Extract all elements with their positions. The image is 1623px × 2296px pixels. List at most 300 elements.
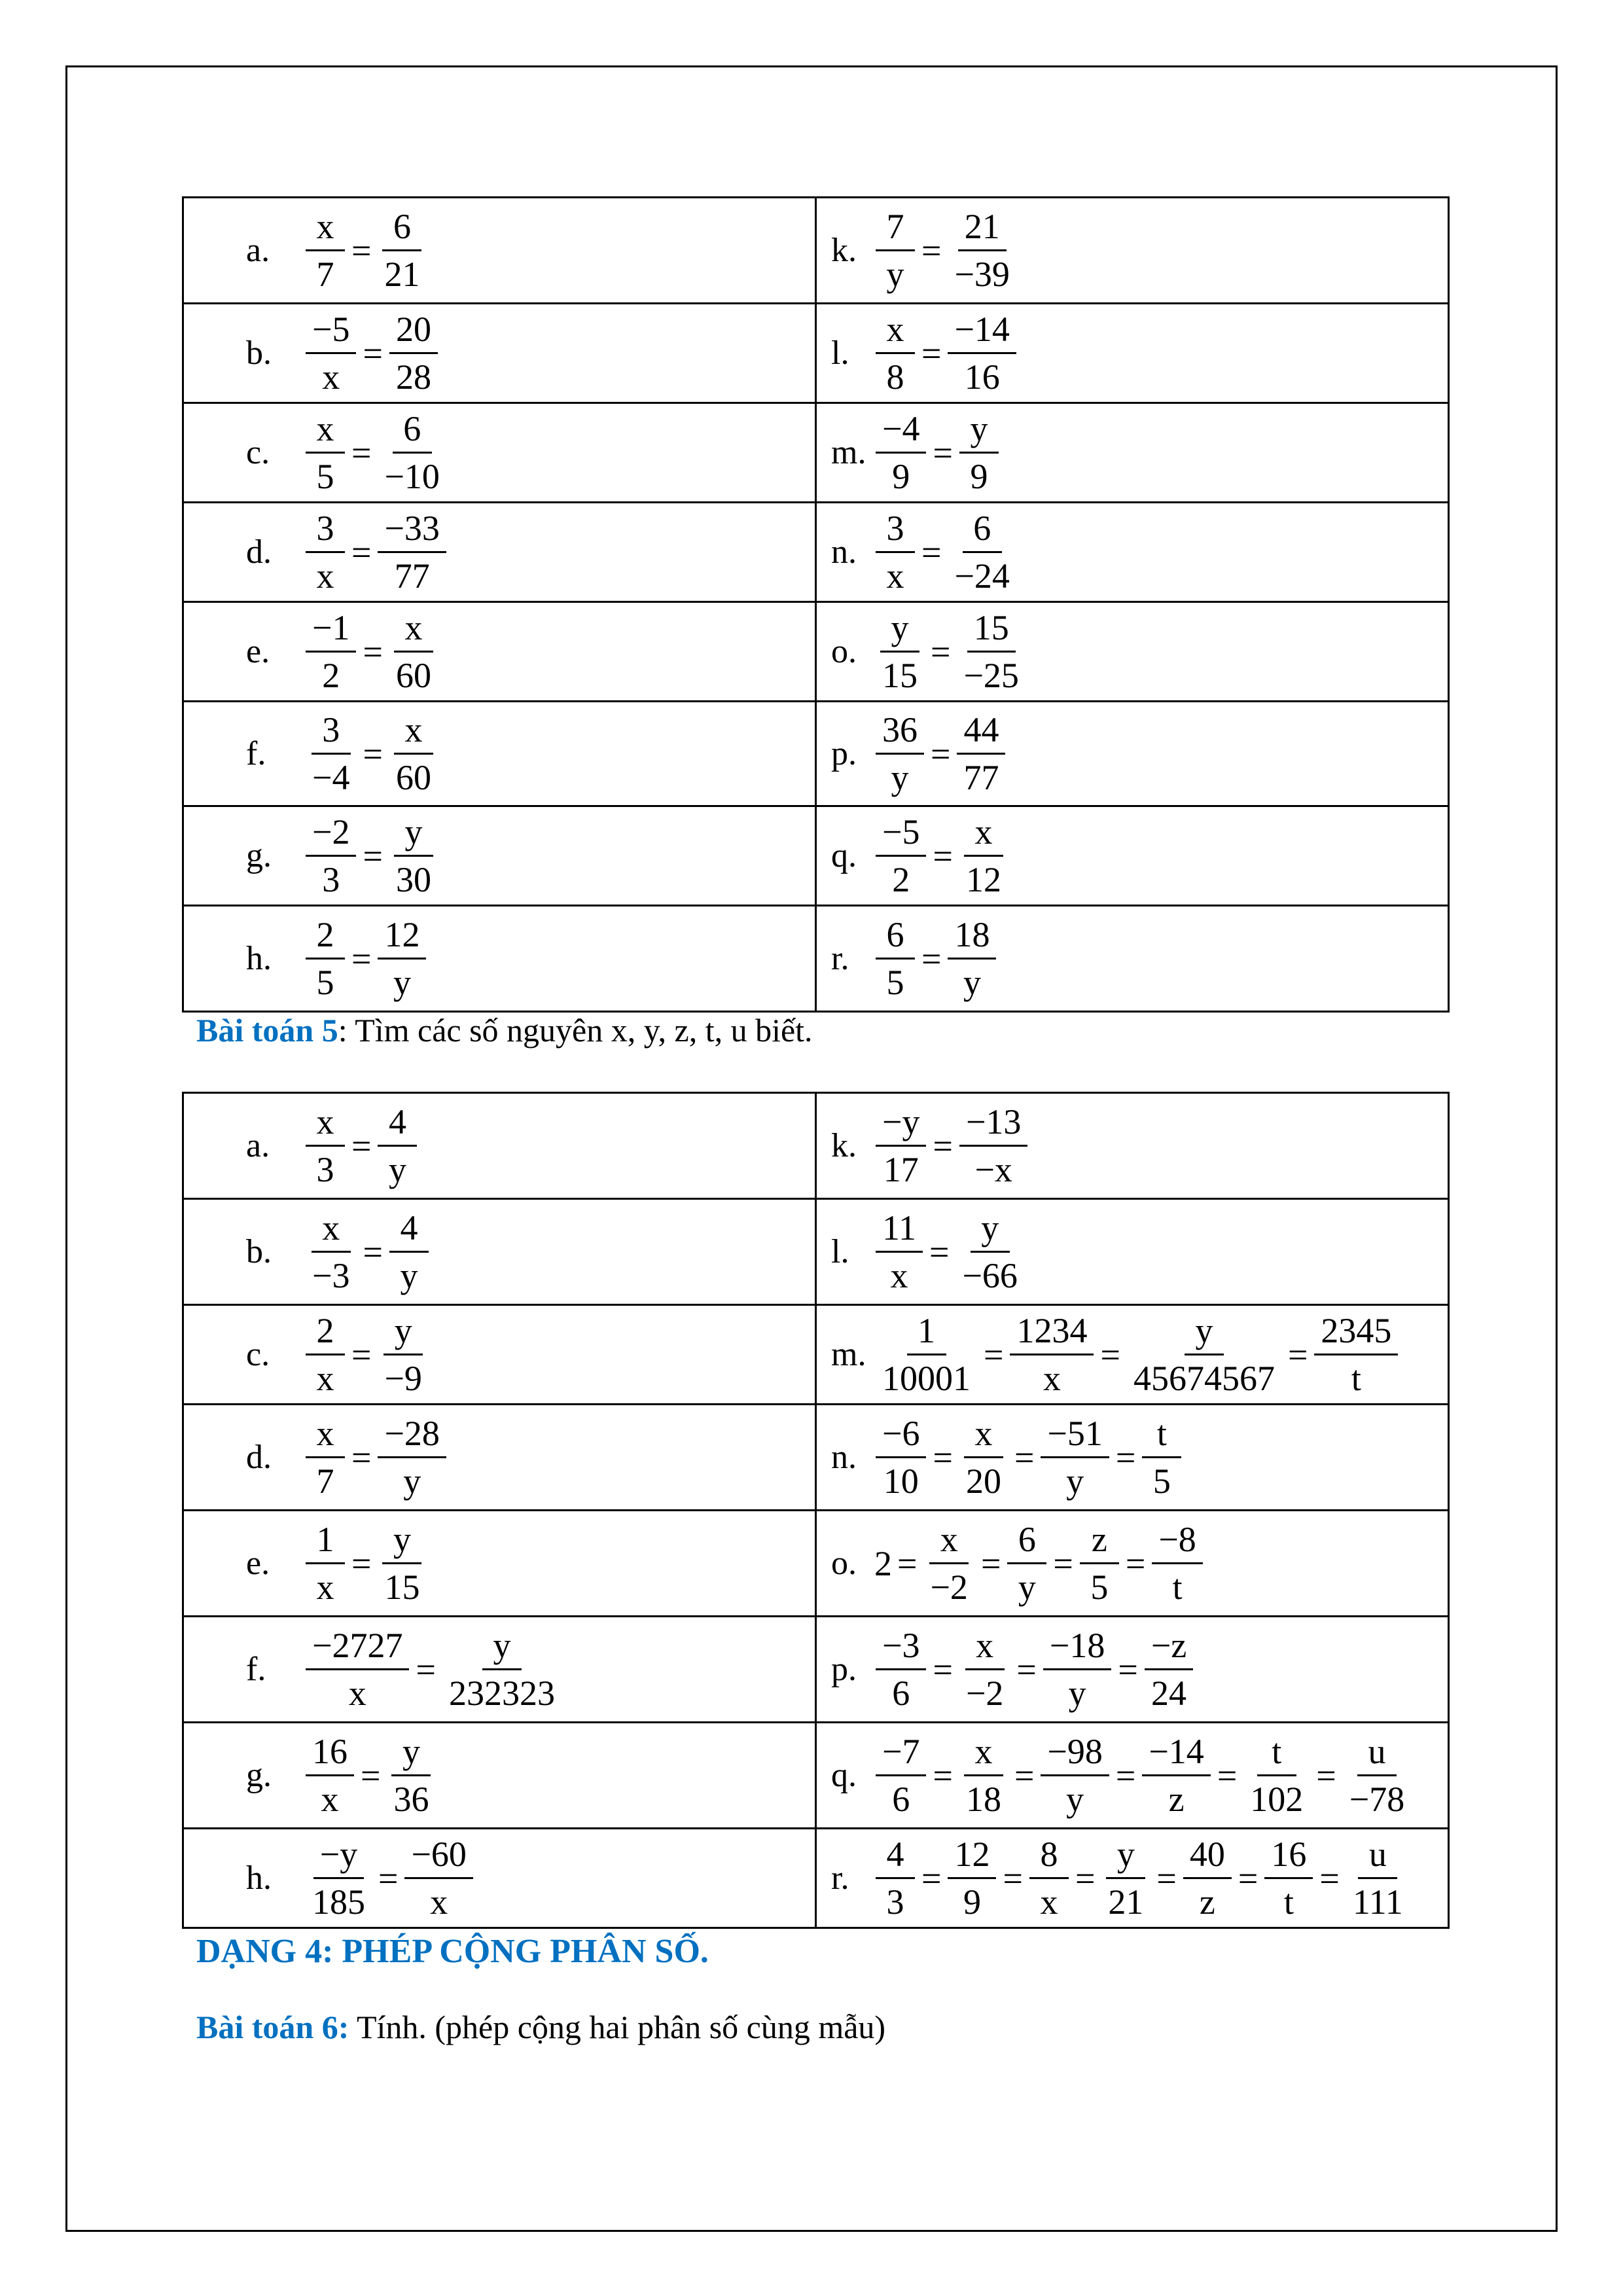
numerator: 6 xyxy=(876,916,915,960)
numerator: y xyxy=(1106,1835,1145,1879)
equation-cell-left xyxy=(183,198,816,304)
equals-sign: = xyxy=(1125,1543,1146,1583)
denominator: x xyxy=(1043,1359,1061,1398)
fraction xyxy=(923,1520,974,1607)
equation-cell-left xyxy=(183,602,816,702)
numerator: −y xyxy=(876,1103,926,1147)
equation xyxy=(872,711,1009,797)
equation-row xyxy=(183,1305,1449,1405)
fraction xyxy=(306,310,356,397)
denominator: 36 xyxy=(393,1780,429,1819)
equals-sign: = xyxy=(1319,1858,1340,1898)
problem-label: c. xyxy=(246,1336,270,1373)
fraction xyxy=(378,410,446,496)
denominator: −39 xyxy=(954,255,1010,294)
equation-cell-right xyxy=(816,503,1449,602)
equals-sign: = xyxy=(921,230,942,270)
fraction xyxy=(959,410,999,496)
denominator: 21 xyxy=(1108,1882,1144,1922)
fraction xyxy=(876,207,915,294)
denominator: 5 xyxy=(1090,1568,1109,1607)
numerator: 40 xyxy=(1183,1835,1232,1879)
equation-cell-left xyxy=(183,906,816,1012)
numerator: x xyxy=(964,1732,1003,1776)
equals-sign: = xyxy=(933,1126,953,1166)
denominator: −25 xyxy=(963,656,1019,695)
numerator: y xyxy=(880,609,919,653)
equation-row xyxy=(183,403,1449,503)
fraction xyxy=(306,711,356,797)
fraction xyxy=(378,1103,417,1189)
fraction xyxy=(1183,1835,1232,1922)
denominator: −3 xyxy=(312,1256,350,1295)
problem-label: a. xyxy=(246,1127,270,1164)
denominator: 102 xyxy=(1250,1780,1304,1819)
denominator: x xyxy=(321,1780,339,1819)
denominator: 7 xyxy=(316,1462,334,1501)
numerator: x xyxy=(876,310,915,354)
equation-cell-left xyxy=(183,304,816,403)
equation-cell-left xyxy=(183,1617,816,1723)
numerator: 36 xyxy=(876,711,924,755)
problem-label: l. xyxy=(831,334,849,372)
equation-row xyxy=(183,906,1449,1012)
denominator: 77 xyxy=(394,556,430,596)
denominator: 3 xyxy=(886,1882,904,1922)
numerator: 6 xyxy=(393,410,432,454)
equation xyxy=(872,509,1020,596)
equation-cell-right xyxy=(816,1093,1449,1199)
denominator: 30 xyxy=(395,860,431,899)
denominator: 15 xyxy=(882,656,918,695)
numerator: 4 xyxy=(876,1835,915,1879)
numerator: −3 xyxy=(876,1626,926,1670)
problem-label: d. xyxy=(246,533,272,571)
equation xyxy=(302,711,442,797)
equation xyxy=(872,207,1020,294)
equation xyxy=(872,609,1029,695)
fraction xyxy=(959,1414,1008,1501)
denominator: 60 xyxy=(395,656,431,695)
equals-sign: = xyxy=(933,836,953,876)
denominator: −4 xyxy=(312,758,350,797)
fraction xyxy=(306,410,345,496)
equals-sign: = xyxy=(933,433,953,473)
numerator: x xyxy=(306,207,345,251)
problem-6-heading xyxy=(196,2008,885,2046)
numerator: −14 xyxy=(1142,1732,1210,1776)
numerator: 20 xyxy=(389,310,438,354)
problem-label: h. xyxy=(246,1859,272,1897)
fraction xyxy=(1264,1835,1313,1922)
numerator: x xyxy=(306,410,345,454)
equation-prefix: 2 xyxy=(874,1543,892,1583)
equals-sign: = xyxy=(363,333,383,373)
numerator: 1234 xyxy=(1010,1312,1094,1355)
fraction xyxy=(404,1835,473,1922)
fraction xyxy=(959,813,1008,899)
numerator: −51 xyxy=(1041,1414,1109,1458)
equation xyxy=(872,1103,1031,1189)
denominator: −x xyxy=(974,1150,1012,1189)
equation-row xyxy=(183,304,1449,403)
equals-sign: = xyxy=(1014,1755,1035,1795)
denominator: y xyxy=(963,963,981,1002)
fraction xyxy=(378,916,426,1002)
numerator: 3 xyxy=(306,509,345,553)
numerator: 6 xyxy=(963,509,1002,553)
equation xyxy=(872,813,1012,899)
fraction xyxy=(876,813,926,899)
numerator: 16 xyxy=(306,1732,354,1776)
fraction xyxy=(1314,1312,1398,1398)
equals-sign: = xyxy=(1003,1858,1023,1898)
fraction xyxy=(948,207,1016,294)
equation-cell-right xyxy=(816,1511,1449,1617)
denominator: x xyxy=(322,357,340,397)
denominator: 60 xyxy=(395,758,431,797)
equals-sign: = xyxy=(351,433,372,473)
equals-sign: = xyxy=(1316,1755,1336,1795)
equals-sign: = xyxy=(1287,1335,1308,1374)
problem-label: b. xyxy=(246,1233,272,1270)
equation xyxy=(872,1209,1028,1295)
fraction xyxy=(1343,1732,1411,1819)
problem-label: l. xyxy=(831,1233,849,1270)
problem-label: f. xyxy=(246,1651,266,1688)
fraction xyxy=(1041,1414,1109,1501)
equals-sign: = xyxy=(1053,1543,1073,1583)
equation-row xyxy=(183,198,1449,304)
equals-sign: = xyxy=(921,939,942,978)
denominator: x xyxy=(1040,1882,1058,1922)
equals-sign: = xyxy=(351,939,372,978)
denominator: 9 xyxy=(970,457,988,496)
equation-cell-right xyxy=(816,1199,1449,1305)
denominator: 10001 xyxy=(882,1359,971,1398)
equals-sign: = xyxy=(351,1543,372,1583)
fraction xyxy=(876,609,924,695)
equation-row xyxy=(183,1617,1449,1723)
denominator: 111 xyxy=(1352,1882,1403,1922)
denominator: y xyxy=(1066,1780,1084,1819)
problem-label: p. xyxy=(831,1651,857,1688)
equation xyxy=(302,813,442,899)
numerator: y xyxy=(482,1626,522,1670)
equation-cell-left xyxy=(183,806,816,906)
problem-label: n. xyxy=(831,533,857,571)
equals-sign: = xyxy=(931,632,951,672)
equation xyxy=(302,1626,565,1713)
equation xyxy=(302,1414,450,1501)
equals-sign: = xyxy=(361,1755,381,1795)
equation xyxy=(872,310,1020,397)
numerator: −13 xyxy=(959,1103,1027,1147)
fraction xyxy=(948,509,1016,596)
denominator: −2 xyxy=(930,1568,968,1607)
numerator: x xyxy=(964,1414,1003,1458)
denominator: y xyxy=(400,1256,418,1295)
problem-label: e. xyxy=(246,633,270,670)
denominator: 77 xyxy=(963,758,999,797)
denominator: x xyxy=(886,556,904,596)
fraction xyxy=(378,1414,446,1501)
denominator: 15 xyxy=(384,1568,420,1607)
numerator: 4 xyxy=(378,1103,417,1147)
equation-cell-right xyxy=(816,1305,1449,1405)
equation xyxy=(872,916,1000,1002)
numerator: −33 xyxy=(378,509,446,553)
numerator: −14 xyxy=(948,310,1016,354)
equals-sign: = xyxy=(351,1126,372,1166)
equation-cell-right xyxy=(816,1829,1449,1928)
equation xyxy=(302,1209,433,1295)
denominator: 5 xyxy=(1152,1462,1171,1501)
equation-row xyxy=(183,503,1449,602)
fraction xyxy=(378,1312,428,1398)
denominator: 45674567 xyxy=(1133,1359,1275,1398)
fraction xyxy=(876,1626,926,1713)
equation xyxy=(302,916,430,1002)
fraction xyxy=(387,1732,435,1819)
equation-cell-right xyxy=(816,1617,1449,1723)
problem-label: g. xyxy=(246,1757,272,1794)
denominator: 185 xyxy=(312,1882,365,1922)
numerator: t xyxy=(1142,1414,1181,1458)
equals-sign: = xyxy=(351,230,372,270)
numerator: 44 xyxy=(957,711,1005,755)
numerator: 7 xyxy=(876,207,915,251)
fraction xyxy=(306,1312,345,1398)
equation-cell-right xyxy=(816,1405,1449,1511)
numerator: 6 xyxy=(382,207,421,251)
fraction xyxy=(957,711,1005,797)
equation xyxy=(302,609,442,695)
problem-label: m. xyxy=(831,434,866,471)
equation xyxy=(302,1312,433,1398)
equation-cell-right xyxy=(816,906,1449,1012)
denominator: x xyxy=(348,1674,366,1713)
fraction xyxy=(306,1414,345,1501)
problem-label: r. xyxy=(831,940,849,977)
equals-sign: = xyxy=(1115,1437,1136,1477)
fraction xyxy=(306,1520,345,1607)
equals-sign: = xyxy=(416,1649,436,1689)
numerator: u xyxy=(1358,1835,1397,1879)
denominator: 10 xyxy=(883,1462,919,1501)
numerator: z xyxy=(1080,1520,1119,1564)
denominator: y xyxy=(1066,1462,1084,1501)
numerator: 11 xyxy=(876,1209,923,1253)
equation-cell-right xyxy=(816,602,1449,702)
fraction xyxy=(959,1103,1027,1189)
problem-5-title: Bài toán 5 xyxy=(196,1012,338,1049)
numerator: −18 xyxy=(1043,1626,1111,1670)
equals-sign: = xyxy=(1115,1755,1136,1795)
equation-cell-right xyxy=(816,304,1449,403)
numerator: 8 xyxy=(1029,1835,1069,1879)
equals-sign: = xyxy=(1156,1858,1177,1898)
equation xyxy=(302,410,450,496)
equation-cell-left xyxy=(183,1723,816,1829)
fraction xyxy=(1145,1626,1193,1713)
fraction xyxy=(1007,1520,1046,1607)
fraction xyxy=(876,410,926,496)
denominator: 9 xyxy=(963,1882,981,1922)
problem-label: g. xyxy=(246,837,272,874)
equation-cell-left xyxy=(183,1093,816,1199)
denominator: −78 xyxy=(1349,1780,1405,1819)
fraction xyxy=(1152,1520,1202,1607)
fraction xyxy=(1243,1732,1310,1819)
denominator: 20 xyxy=(965,1462,1001,1501)
fraction xyxy=(442,1626,562,1713)
fraction xyxy=(1142,1732,1210,1819)
numerator: x xyxy=(306,1103,345,1147)
numerator: −1 xyxy=(306,609,356,653)
numerator: −60 xyxy=(404,1835,473,1879)
fraction xyxy=(957,609,1025,695)
problem-label: f. xyxy=(246,735,266,772)
numerator: 4 xyxy=(389,1209,429,1253)
denominator: y xyxy=(886,255,904,294)
denominator: 17 xyxy=(883,1150,919,1189)
equation-row xyxy=(183,1405,1449,1511)
fraction xyxy=(306,1103,345,1189)
denominator: t xyxy=(1283,1882,1294,1922)
fraction xyxy=(955,1209,1024,1295)
equation-cell-left xyxy=(183,403,816,503)
equals-sign: = xyxy=(351,532,372,572)
equation-row xyxy=(183,1723,1449,1829)
denominator: 5 xyxy=(316,457,334,496)
denominator: 6 xyxy=(892,1780,910,1819)
equation xyxy=(872,1835,1414,1922)
denominator: 2 xyxy=(892,860,910,899)
numerator: t xyxy=(1257,1732,1296,1776)
numerator: 3 xyxy=(876,509,915,553)
equation-cell-right xyxy=(816,198,1449,304)
problem-label: o. xyxy=(831,1545,857,1582)
fraction xyxy=(1127,1312,1281,1398)
equation-table-1 xyxy=(182,196,1450,1013)
fraction xyxy=(948,1835,996,1922)
numerator: 21 xyxy=(958,207,1007,251)
equation xyxy=(302,1835,477,1922)
problem-5-text: : Tìm các số nguyên x, y, z, t, u biết. xyxy=(338,1012,813,1049)
equation-cell-left xyxy=(183,503,816,602)
fraction xyxy=(389,310,438,397)
fraction xyxy=(876,1835,915,1922)
numerator: x xyxy=(312,1209,351,1253)
problem-label: c. xyxy=(246,434,270,471)
numerator: 18 xyxy=(948,916,996,960)
equals-sign: = xyxy=(933,1649,953,1689)
equation xyxy=(872,1414,1185,1501)
denominator: x xyxy=(430,1882,448,1922)
numerator: −7 xyxy=(876,1732,926,1776)
numerator: y xyxy=(391,1732,431,1776)
numerator: 12 xyxy=(378,916,426,960)
problem-label: n. xyxy=(831,1439,857,1476)
equals-sign: = xyxy=(921,1858,942,1898)
equals-sign: = xyxy=(363,836,383,876)
denominator: 6 xyxy=(892,1674,910,1713)
equation-cell-left xyxy=(183,702,816,806)
numerator: 2 xyxy=(306,916,345,960)
equation xyxy=(302,509,450,596)
numerator: 2 xyxy=(306,1312,345,1355)
denominator: y xyxy=(1068,1674,1086,1713)
numerator: −2 xyxy=(306,813,356,857)
equals-sign: = xyxy=(363,1232,383,1272)
fraction xyxy=(1041,1732,1109,1819)
equals-sign: = xyxy=(1014,1437,1035,1477)
numerator: −98 xyxy=(1041,1732,1109,1776)
fraction xyxy=(1043,1626,1111,1713)
denominator: −10 xyxy=(384,457,440,496)
denominator: 2 xyxy=(322,656,340,695)
fraction xyxy=(306,916,345,1002)
equation-row xyxy=(183,602,1449,702)
equation-cell-right xyxy=(816,806,1449,906)
equals-sign: = xyxy=(921,532,942,572)
equation xyxy=(872,1312,1402,1398)
problem-6-title: Bài toán 6: xyxy=(196,2009,349,2045)
equation-row xyxy=(183,1093,1449,1199)
numerator: x xyxy=(394,711,433,755)
fraction xyxy=(378,207,426,294)
fraction xyxy=(306,609,356,695)
equals-sign: = xyxy=(980,1543,1001,1583)
equation xyxy=(872,1732,1415,1819)
fraction xyxy=(876,1414,926,1501)
fraction xyxy=(306,1209,356,1295)
equals-sign: = xyxy=(363,734,383,774)
equation-row xyxy=(183,1511,1449,1617)
denominator: z xyxy=(1199,1882,1215,1922)
fraction xyxy=(876,310,915,397)
numerator: y xyxy=(383,1312,423,1355)
problem-label: k. xyxy=(831,232,857,269)
numerator: u xyxy=(1357,1732,1397,1776)
numerator: x xyxy=(929,1520,969,1564)
equation-row xyxy=(183,702,1449,806)
equals-sign: = xyxy=(1217,1755,1238,1795)
equation xyxy=(302,207,430,294)
numerator: −5 xyxy=(876,813,926,857)
fraction xyxy=(378,1520,426,1607)
problem-label: d. xyxy=(246,1439,272,1476)
problem-label: q. xyxy=(831,1757,857,1794)
numerator: y xyxy=(394,813,433,857)
fraction xyxy=(306,1835,372,1922)
fraction xyxy=(389,711,438,797)
numerator: −6 xyxy=(876,1414,926,1458)
numerator: 1 xyxy=(907,1312,946,1355)
numerator: 12 xyxy=(948,1835,996,1879)
problem-label: r. xyxy=(831,1859,849,1897)
equation-cell-right xyxy=(816,403,1449,503)
numerator: y xyxy=(1185,1312,1224,1355)
denominator: 16 xyxy=(964,357,1000,397)
equals-sign: = xyxy=(931,734,951,774)
denominator: 12 xyxy=(965,860,1001,899)
denominator: −66 xyxy=(962,1256,1018,1295)
fraction xyxy=(1346,1835,1410,1922)
numerator: 16 xyxy=(1264,1835,1313,1879)
equals-sign: = xyxy=(933,1755,953,1795)
